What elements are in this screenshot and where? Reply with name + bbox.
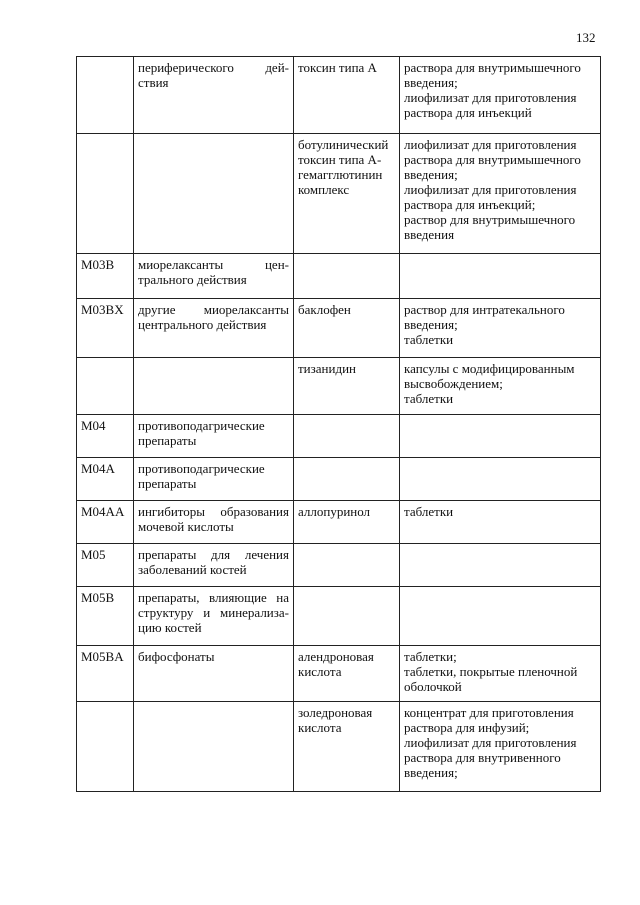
dosage-form-line: оболочкой [404,679,462,694]
group-name-cell [134,544,294,587]
group-name-line: другие миорелаксанты [138,302,289,317]
substance-line: алендроновая [298,649,374,664]
group-name-cell [134,415,294,458]
dosage-form-cell [400,299,601,358]
substance-cell [294,646,400,702]
substance-cell [294,458,400,501]
atc-code-cell: M05BA [77,646,134,702]
dosage-form-line: таблетки; [404,649,457,664]
group-name-line: бифосфонаты [138,649,215,664]
dosage-form-cell [400,646,601,702]
dosage-form-line: введения; [404,75,458,90]
group-name-cell [134,299,294,358]
atc-code-cell [77,57,134,134]
substance-line: ботулинический [298,137,389,152]
group-name-line: мочевой кислоты [138,519,234,534]
substance-cell [294,587,400,646]
dosage-form-line: капсулы с модифицированным [404,361,575,376]
dosage-form-line: раствора для внутривенного [404,750,561,765]
dosage-form-line: лиофилизат для приготовления [404,90,577,105]
substance-line: кислота [298,720,342,735]
substance-line: баклофен [298,302,351,317]
group-name-line: противоподагрические [138,461,265,476]
dosage-form-cell [400,458,601,501]
group-name-line: миорелаксанты цен- [138,257,289,272]
table-row [77,299,601,358]
dosage-form-cell [400,358,601,415]
table-row [77,501,601,544]
substance-cell [294,134,400,254]
substance-cell [294,254,400,299]
group-name-cell [134,458,294,501]
table-row [77,358,601,415]
atc-code-cell: M04A [77,458,134,501]
dosage-form-line: раствора для внутримышечного [404,60,581,75]
substance-line: комплекс [298,182,350,197]
substance-cell [294,57,400,134]
table-row [77,458,601,501]
group-name-line: периферического дей- [138,60,289,75]
group-name-line: ингибиторы образования [138,504,289,519]
group-name-cell [134,57,294,134]
atc-code-cell: M05 [77,544,134,587]
dosage-form-line: таблетки [404,391,454,406]
dosage-form-cell [400,254,601,299]
table-row [77,646,601,702]
dosage-form-line: введения [404,227,455,242]
dosage-form-line: лиофилизат для приготовления [404,137,577,152]
substance-line: тизанидин [298,361,356,376]
substance-cell [294,358,400,415]
group-name-line: ствия [138,75,169,90]
dosage-form-line: раствора для инъекций [404,105,532,120]
substance-line: кислота [298,664,342,679]
group-name-cell [134,702,294,792]
dosage-form-cell [400,134,601,254]
dosage-form-line: введения; [404,317,458,332]
table-row [77,587,601,646]
dosage-form-cell [400,57,601,134]
atc-code-cell: M03B [77,254,134,299]
dosage-form-line: раствор для интратекального [404,302,565,317]
group-name-cell [134,587,294,646]
dosage-form-line: таблетки, покрытые пленочной [404,664,578,679]
dosage-form-line: лиофилизат для приготовления [404,182,577,197]
group-name-cell [134,358,294,415]
substance-cell [294,702,400,792]
group-name-cell [134,134,294,254]
table-row [77,57,601,134]
atc-code-cell [77,702,134,792]
substance-line: гемагглютинин [298,167,383,182]
dosage-form-cell [400,501,601,544]
page-number: 132 [576,30,596,45]
dosage-form-line: лиофилизат для приготовления [404,735,577,750]
substance-line: золедроновая [298,705,373,720]
group-name-line: структуру и минерализа- [138,605,289,620]
dosage-form-line: введения; [404,765,458,780]
group-name-line: цию костей [138,620,202,635]
dosage-form-line: введения; [404,167,458,182]
dosage-form-line: высвобождением; [404,376,503,391]
atc-code-cell: M04AA [77,501,134,544]
group-name-cell [134,501,294,544]
group-name-line: противоподагрические [138,418,265,433]
atc-code-cell: M03BX [77,299,134,358]
dosage-form-line: раствора для внутримышечного [404,152,581,167]
dosage-form-line: концентрат для приготовления [404,705,574,720]
dosage-form-cell [400,544,601,587]
dosage-form-line: раствор для внутримышечного [404,212,576,227]
table-row [77,702,601,792]
dosage-form-line: таблетки [404,332,454,347]
group-name-line: препараты [138,433,197,448]
table-row [77,254,601,299]
dosage-form-cell [400,415,601,458]
dosage-form-line: таблетки [404,504,454,519]
group-name-cell [134,646,294,702]
atc-code-cell: M05B [77,587,134,646]
group-name-line: препараты [138,476,197,491]
substance-cell [294,415,400,458]
atc-code-cell [77,134,134,254]
substance-cell [294,544,400,587]
table-row [77,134,601,254]
group-name-line: трального действия [138,272,247,287]
group-name-cell [134,254,294,299]
table-row [77,544,601,587]
drug-table [76,56,601,792]
substance-cell [294,501,400,544]
group-name-line: центрального действия [138,317,267,332]
dosage-form-line: раствора для инфузий; [404,720,530,735]
group-name-line: препараты для лечения [138,547,289,562]
substance-cell [294,299,400,358]
substance-line: аллопуринол [298,504,371,519]
group-name-line: заболеваний костей [138,562,247,577]
atc-code-cell [77,358,134,415]
substance-line: токсин типа А- [298,152,382,167]
dosage-form-line: раствора для инъекций; [404,197,536,212]
group-name-line: препараты, влияющие на [138,590,289,605]
dosage-form-cell [400,587,601,646]
atc-code-cell: M04 [77,415,134,458]
substance-line: токсин типа А [298,60,377,75]
dosage-form-cell [400,702,601,792]
table-row [77,415,601,458]
